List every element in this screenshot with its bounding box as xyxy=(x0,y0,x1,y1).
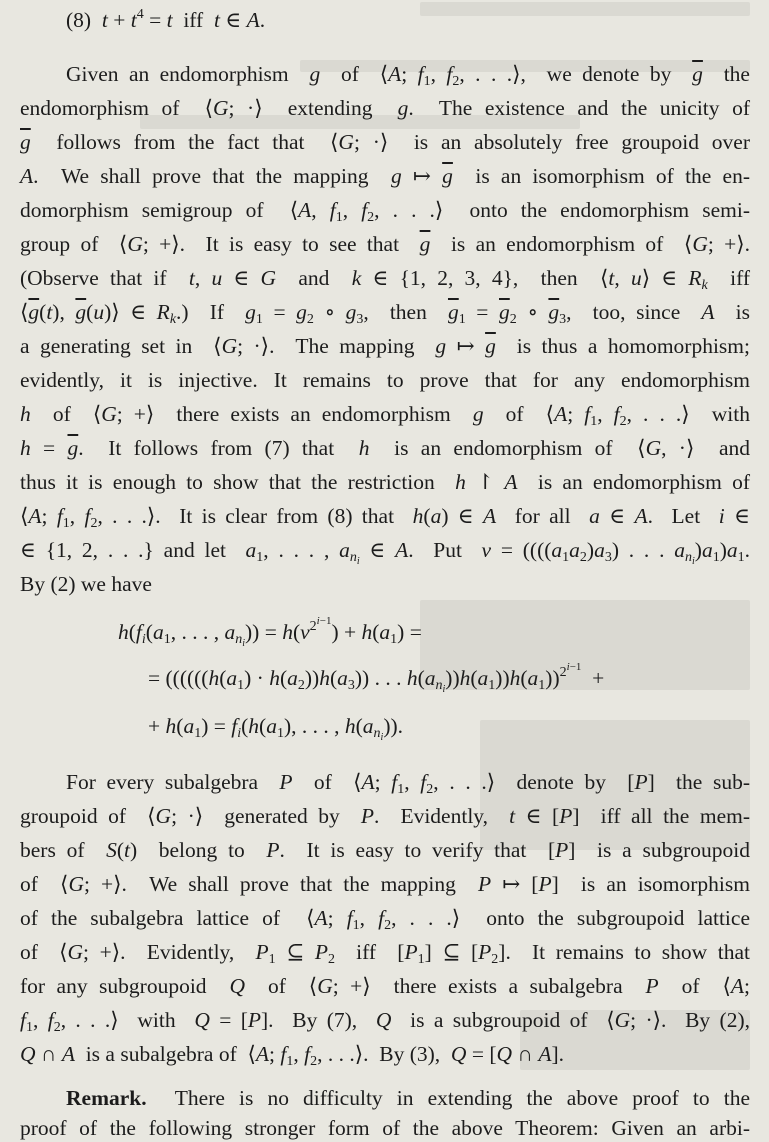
formula-8: (8) $t + t^4 = t$ iff t ∈ A. xyxy=(66,7,266,32)
text-line: $\overline{g}$ follows from the fact that ⟨G; ·⟩ is an absolutely free groupoid over xyxy=(20,130,750,154)
text-line: Given an endomorphism g of ⟨A; $f_1$, $f_2$, . . .⟩, we denote by $\overline{g}$ the xyxy=(66,62,750,89)
text-line: For every subalgebra P of ⟨A; $f_1$, $f_2$, . . .⟩ denote by [P] the sub- xyxy=(66,770,751,797)
text-line: $⟨\overline{g}(t)$, $\overline{g}(u)⟩$ ∈ $R_k$.) If $g_1 = g_2$ ∘ $g_3$, then $\overline{g}_1 = \overline{g}_2$ ∘ $\overline{g}_3$, too, since A is xyxy=(20,300,750,327)
text-line: of the subalgebra lattice of ⟨A; $f_1$, $f_2$, . . .⟩ onto the subgroupoid lattice xyxy=(20,906,750,933)
text-line: (Observe that if t, u ∈ G and k ∈ {1, 2, 3, 4}, then ⟨t, u⟩ ∈ $R_k$ iff xyxy=(20,266,751,293)
text-line: A. We shall prove that the mapping g ↦ $\overline{g}$ is an isomorphism of the en- xyxy=(20,164,751,188)
text-line: $h = \overline{g}$. It follows from (7) that h is an endomorphism of ⟨G, ·⟩ and xyxy=(20,436,750,460)
text-line: thus it is enough to show that the restriction h ↾ A is an endomorphism of xyxy=(20,470,750,494)
text-line: evidently, it is injective. It remains to prove that for any endomorphism xyxy=(20,368,750,392)
text-line: ⟨A; $f_1$, $f_2$, . . .⟩. It is clear from (8) that h(a) ∈ A for all a ∈ A. Let i ∈ xyxy=(20,504,750,531)
text-line: domorphism semigroup of ⟨A, $f_1$, $f_2$, . . .⟩ onto the endomorphism semi- xyxy=(20,198,751,225)
text-line: groupoid of ⟨G; ·⟩ generated by P. Evidently, t ∈ [P] iff all the mem- xyxy=(20,804,751,828)
text-line: proof of the following stronger form of the above Theorem: Given an arbi- xyxy=(20,1116,750,1140)
text-line: By (2) we have xyxy=(20,572,152,596)
remark-line: Remark. There is no difficulty in extending the above proof to the xyxy=(66,1086,750,1110)
text-line: group of ⟨G; +⟩. It is easy to see that $\overline{g}$ is an endomorphism of ⟨G; +⟩. xyxy=(20,232,750,256)
text-line: $f_1$, $f_2$, . . .⟩ with Q = [P]. By (7), Q is a subgroupoid of ⟨G; ·⟩. By (2), xyxy=(20,1008,750,1035)
text-line: a generating set in ⟨G; ·⟩. The mapping g ↦ $\overline{g}$ is thus a homomorphism; xyxy=(20,334,750,358)
text-line: bers of S(t) belong to P. It is easy to verify that [P] is a subgroupoid xyxy=(20,838,751,862)
text-line: endomorphism of ⟨G; ·⟩ extending g. The existence and the unicity of xyxy=(20,96,750,120)
text-line: h of ⟨G; +⟩ there exists an endomorphism g of ⟨A; $f_1$, $f_2$, . . .⟩ with xyxy=(20,402,750,429)
text-line: ∈ {1, 2, . . .} and let $a_1$, . . . , $a_{n_i}$ ∈ A. Put $v = ((((a_1a_2)a_3)$ . . . $a_{n_i})a_1)a_1$. xyxy=(20,538,750,567)
display-equation-3: + $h(a_1) = f_i(h(a_1)$, . . . , $h(a_{n_i})$). xyxy=(148,714,404,743)
display-equation-1: $h(f_i(a_1$, . . . , $a_{n_i})) = h(v^{2^{i-1}}) + h(a_1)$ = xyxy=(118,615,422,649)
text-line: of ⟨G; +⟩. Evidently, $P_1$ ⊆ $P_2$ iff $[P_1]$ ⊆ $[P_2]$. It remains to show that xyxy=(20,940,750,967)
display-equation-2: = (((($((h(a_1) \cdot h(a_2))h(a_3))$ . . . $h(a_{n_i}))h(a_1))h(a_1))^{2^{i-1}}$ + xyxy=(148,661,605,695)
text-line: of ⟨G; +⟩. We shall prove that the mapping P ↦ [P] is an isomorphism xyxy=(20,872,750,896)
text-line: Q ∩ A is a subalgebra of ⟨A; $f_1$, $f_2$, . . .⟩. By (3), Q = [Q ∩ A]. xyxy=(20,1042,564,1069)
text-line: for any subgroupoid Q of ⟨G; +⟩ there exists a subalgebra P of ⟨A; xyxy=(20,974,750,998)
